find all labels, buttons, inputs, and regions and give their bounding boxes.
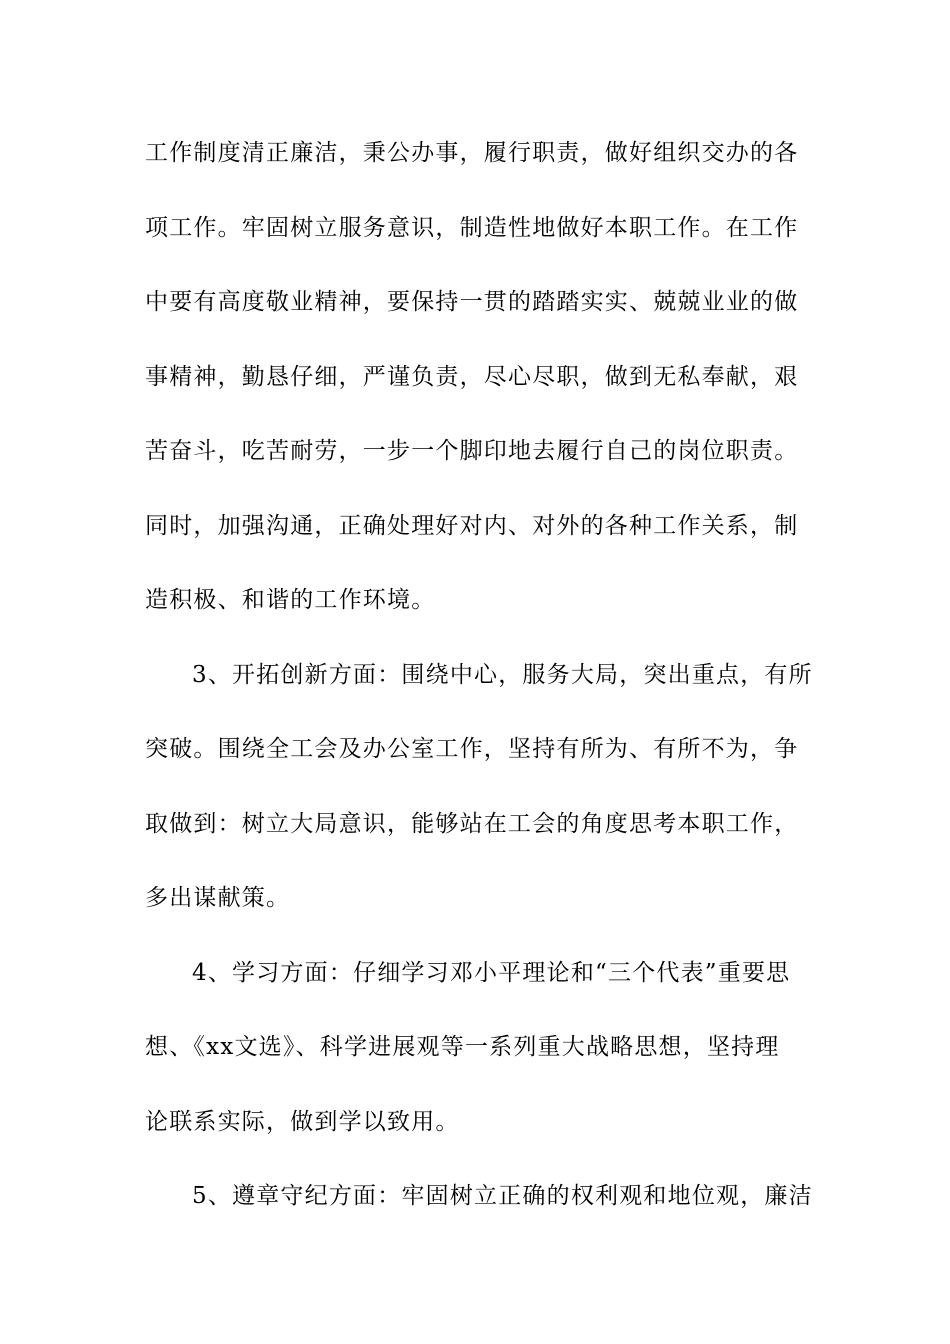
document-body (145, 128, 813, 1246)
text-line: 取做到：树立大局意识，能够站在工会的角度思考本职工作， (145, 810, 799, 837)
text-line: 想、《xx文选》、科学进展观等一系列重大战略思想，坚持理 (145, 1034, 780, 1060)
text-line: 同时，加强沟通，正确处理好对内、对外的各种工作关系，制 (145, 512, 799, 539)
text-line: 多出谋献策。 (145, 885, 291, 911)
text-line: 事精神，勤恳仔细，严谨负责，尽心尽职，做到无私奉献，艰 (145, 363, 799, 390)
paragraph-start-line: 4、学习方面：仔细学习邓小平理论和“三个代表”重要思 (192, 959, 791, 986)
text-line: 苦奋斗，吃苦耐劳，一步一个脚印地去履行自己的岗位职责。 (145, 438, 799, 464)
text-line: 中要有高度敬业精神，要保持一贯的踏踏实实、兢兢业业的做 (145, 289, 799, 315)
text-line: 论联系实际，做到学以致用。 (145, 1108, 460, 1135)
paragraph-start-line: 3、开拓创新方面：围绕中心，服务大局，突出重点，有所 (192, 661, 813, 688)
text-line: 项工作。牢固树立服务意识，制造性地做好本职工作。在工作 (145, 214, 799, 241)
text-line: 造积极、和谐的工作环境。 (145, 587, 436, 613)
paragraph-start-line: 5、遵章守纪方面：牢固树立正确的权利观和地位观，廉洁 (192, 1183, 813, 1209)
text-line: 工作制度清正廉洁，秉公办事，履行职责，做好组织交办的各 (145, 140, 799, 166)
text-line: 突破。围绕全工会及办公室工作，坚持有所为、有所不为，争 (145, 736, 799, 762)
